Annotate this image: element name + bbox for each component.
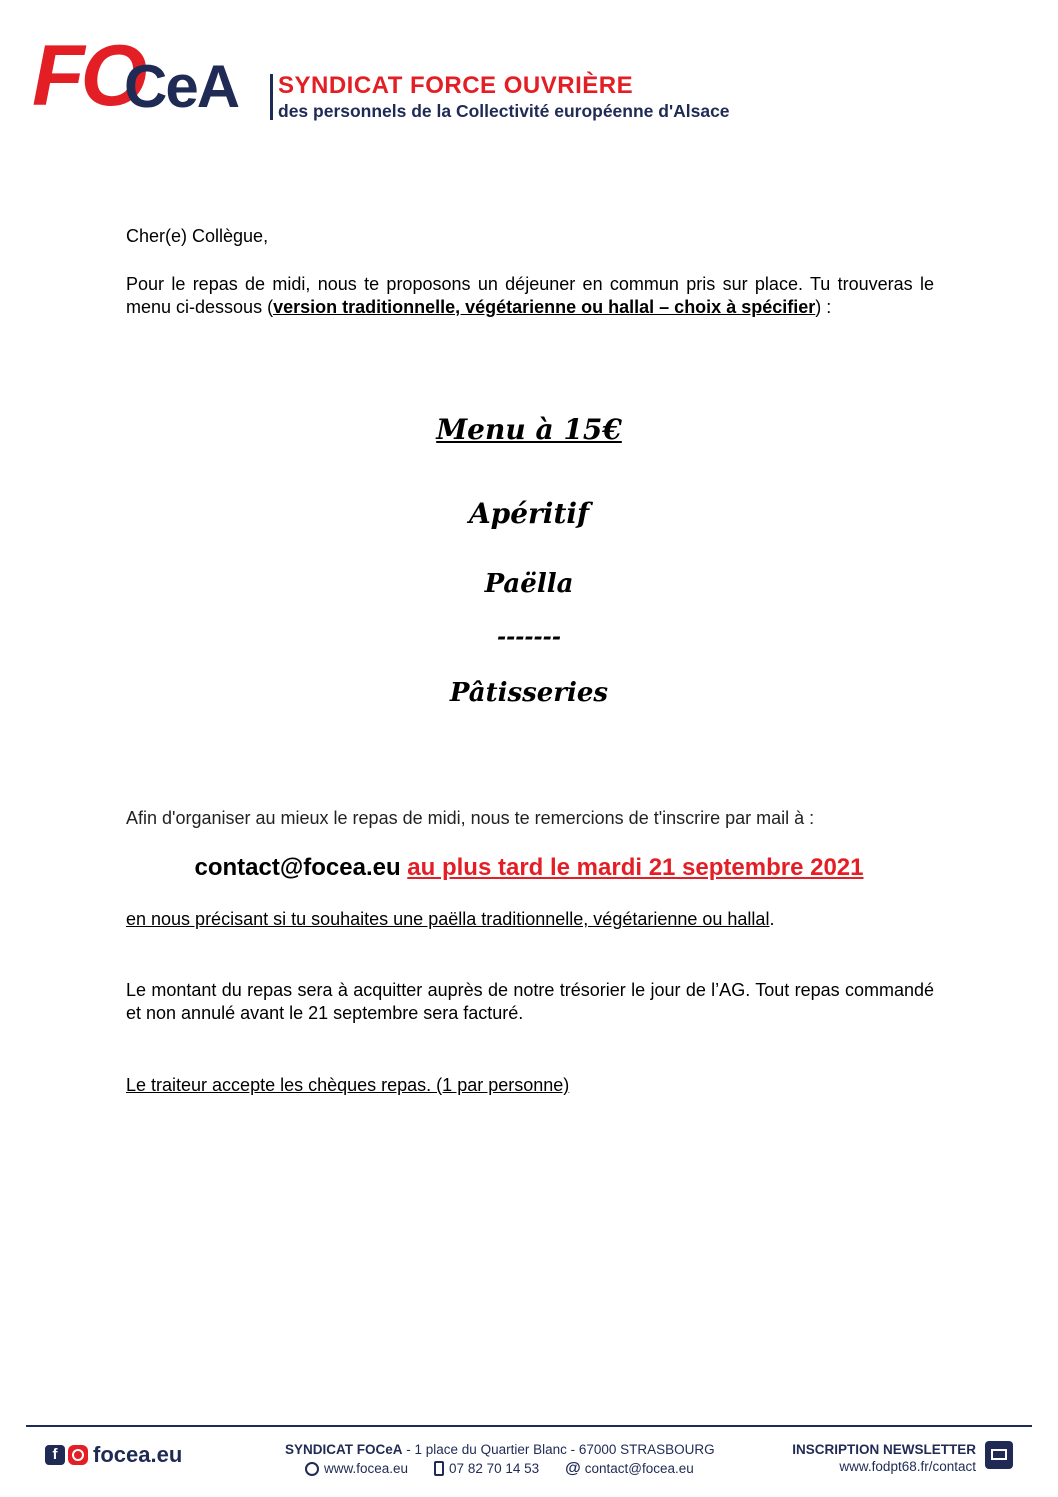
mail-icon[interactable] (985, 1441, 1013, 1469)
newsletter-block (786, 1441, 976, 1475)
cheques-paragraph (126, 1074, 934, 1097)
footer-address: - 1 place du Quartier Blanc - 67000 STRASBOURG (402, 1442, 715, 1457)
letterhead (32, 28, 792, 124)
menu-title-text: Menu à 15€ (436, 413, 622, 446)
header-title: SYNDICAT FORCE OUVRIÈRE (278, 72, 634, 99)
cheques-text: Le traiteur accepte les chèques repas. (1 par personne) (126, 1075, 570, 1095)
intro-end: ) : (815, 297, 832, 317)
globe-icon (305, 1462, 319, 1476)
newsletter-url[interactable]: www.fodpt68.fr/contact (839, 1459, 976, 1474)
menu-item-patisseries: Pâtisseries (449, 678, 609, 708)
greeting: Cher(e) Collègue, (126, 226, 269, 246)
deadline-text: au plus tard le mardi 21 septembre 2021 (407, 854, 864, 881)
menu-item-paella: Paëlla (484, 569, 574, 599)
specify-paragraph (126, 908, 934, 931)
payment-paragraph: Le montant du repas sera à acquitter auprès de notre trésorier le jour de l’AG. Tout repas commandé et non annulé avant le 21 septembre sera facturé. (126, 980, 934, 1023)
footer-web[interactable]: www.focea.eu (324, 1461, 409, 1476)
footer-address-block (285, 1441, 745, 1477)
newsletter-label: INSCRIPTION NEWSLETTER (792, 1442, 976, 1457)
footer-social (45, 1444, 182, 1466)
footer-divider (26, 1425, 1032, 1427)
specify-text: en nous précisant si tu souhaites une paëlla traditionnelle, végétarienne ou hallal (126, 909, 770, 929)
menu-choice-emphasis: version traditionnelle, végétarienne ou hallal – choix à spécifier (273, 297, 816, 317)
footer-phone[interactable]: 07 82 70 14 53 (449, 1461, 540, 1476)
register-instruction: Afin d'organiser au mieux le repas de midi, nous te remercions de t'inscrire par mail à : (126, 808, 815, 828)
header-subtitle: des personnels de la Collectivité européenne d'Alsace (278, 101, 730, 121)
phone-icon (434, 1461, 444, 1476)
menu-item-aperitif: Apéritif (468, 497, 590, 530)
logo-cea-text: CeA (124, 53, 239, 120)
menu-title (0, 412, 1058, 448)
header-divider (270, 74, 273, 120)
intro-paragraph (126, 273, 934, 319)
instagram-icon[interactable] (68, 1445, 88, 1465)
specify-period: . (769, 909, 775, 929)
facebook-icon[interactable]: f (45, 1445, 65, 1465)
footer-org-name: SYNDICAT FOCeA (285, 1442, 403, 1457)
contact-email-link[interactable]: contact@focea.eu (194, 854, 401, 881)
menu-separator: ------- (497, 624, 561, 650)
contact-deadline-line (0, 852, 1058, 884)
footer-site[interactable]: focea.eu (93, 1442, 183, 1467)
intro-start: Pour le repas de midi, nous te proposons un déjeuner en commun pris sur place. Tu trouveras le menu ci-dessous ( (126, 274, 934, 317)
at-icon: @ (565, 1459, 581, 1477)
footer-email[interactable]: contact@focea.eu (584, 1461, 694, 1476)
logo-fo-text: FO (32, 28, 144, 124)
focea-logo (32, 28, 262, 124)
